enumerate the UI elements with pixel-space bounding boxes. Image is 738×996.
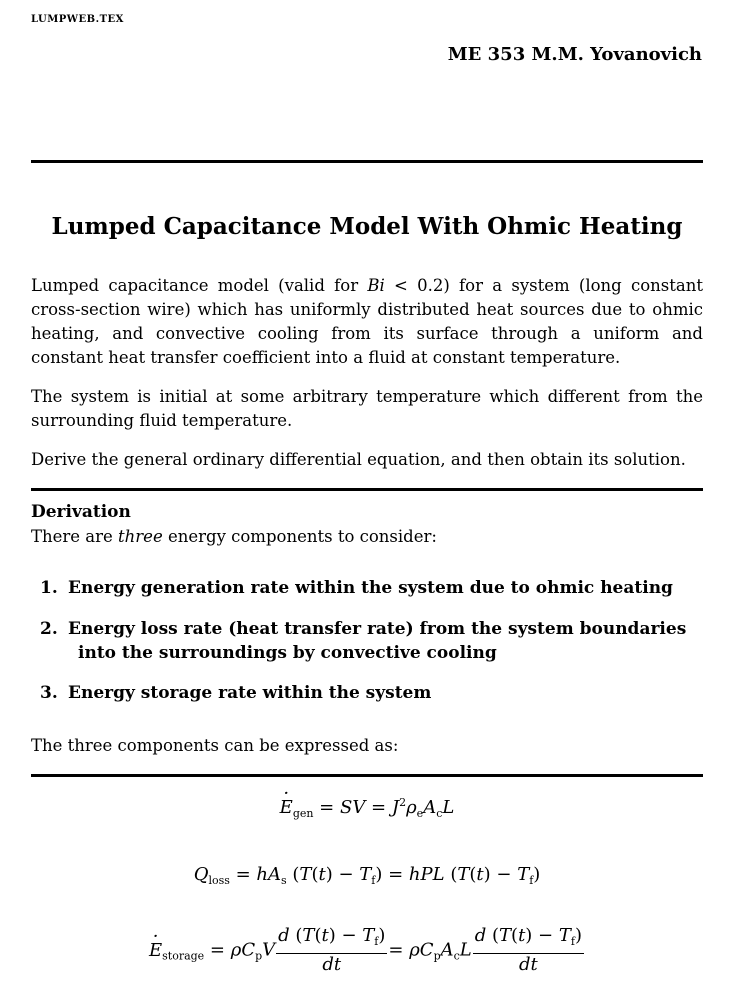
derivation-lead xyxy=(31,525,703,549)
list-item-number: 2. xyxy=(40,619,58,639)
gen-subscript: gen xyxy=(292,807,314,820)
biot-condition: < 0.2) xyxy=(384,276,450,295)
equation-loss: $Q_{loss} = hA_s$ $(T(t) - T_f)$ = hPL $(T(t) - T_f)$ xyxy=(193,864,541,887)
list-item xyxy=(40,576,703,600)
biot-symbol: Bi xyxy=(367,276,385,295)
page-title: Lumped Capacitance Model With Ohmic Heating xyxy=(51,213,683,240)
derivation-lead-em: three xyxy=(118,527,163,546)
list-item-text: Energy storage rate within the system xyxy=(68,683,432,703)
derivation-lead-a: There are xyxy=(31,527,119,546)
intro-text-start: Lumped capacitance model (valid for xyxy=(31,276,368,295)
list-item-continuation: into the surroundings by convective cooling xyxy=(78,643,497,663)
storage-fraction-2: $\frac{d (T(t) - T_f)}{dt}$ xyxy=(474,925,582,975)
top-rule xyxy=(31,160,703,163)
intro-paragraph-3: Derive the general ordinary differential equation, and then obtain its solution. xyxy=(31,450,686,469)
section-rule xyxy=(31,488,703,491)
equation-generation: · $E_{gen}$ = SV = $J^2\rho_eA_cL$ xyxy=(31,796,703,820)
derivation-heading: Derivation xyxy=(31,502,131,522)
expressed-text: The three components can be expressed as: xyxy=(31,736,399,755)
course-header: ME 353 M.M. Yovanovich xyxy=(447,44,702,65)
storage-fraction-1: $\frac{d (T(t) - T_f)}{dt}$ xyxy=(278,925,386,975)
intro-paragraph-1 xyxy=(31,274,703,370)
intro-paragraph-2: The system is initial at some arbitrary temperature which different from the surrounding fluid temperature. xyxy=(31,387,703,430)
file-tag: LUMPWEB.TEX xyxy=(31,14,124,25)
equations-rule xyxy=(31,774,703,777)
loss-subscript: loss xyxy=(208,874,230,887)
list-item xyxy=(40,681,703,705)
derivation-lead-b: energy components to consider: xyxy=(162,527,437,546)
list-item-text: Energy loss rate (heat transfer rate) from the system boundaries xyxy=(68,619,687,639)
list-item-number: 3. xyxy=(40,683,58,703)
list-item-number: 1. xyxy=(40,578,58,598)
list-item-text: Energy generation rate within the system due to ohmic heating xyxy=(68,578,673,598)
list-item xyxy=(40,617,703,665)
equation-storage: · $E_{storage} = \rho C_pV$ $\frac{d (T(t) - T_f)}{dt}$ = $\rho C_pA_cL$ $\frac{d (T(t) - T_f)}{dt}$ xyxy=(31,925,703,976)
intro-text-end: for a system (long constant cross-section wire) which has uniformly distributed heat sources due to ohmic heating, and convective cooling from its surface through a uniform and constant heat transfer coefficient into a fluid at constant temperature. xyxy=(31,276,704,367)
storage-subscript: storage xyxy=(162,949,205,963)
